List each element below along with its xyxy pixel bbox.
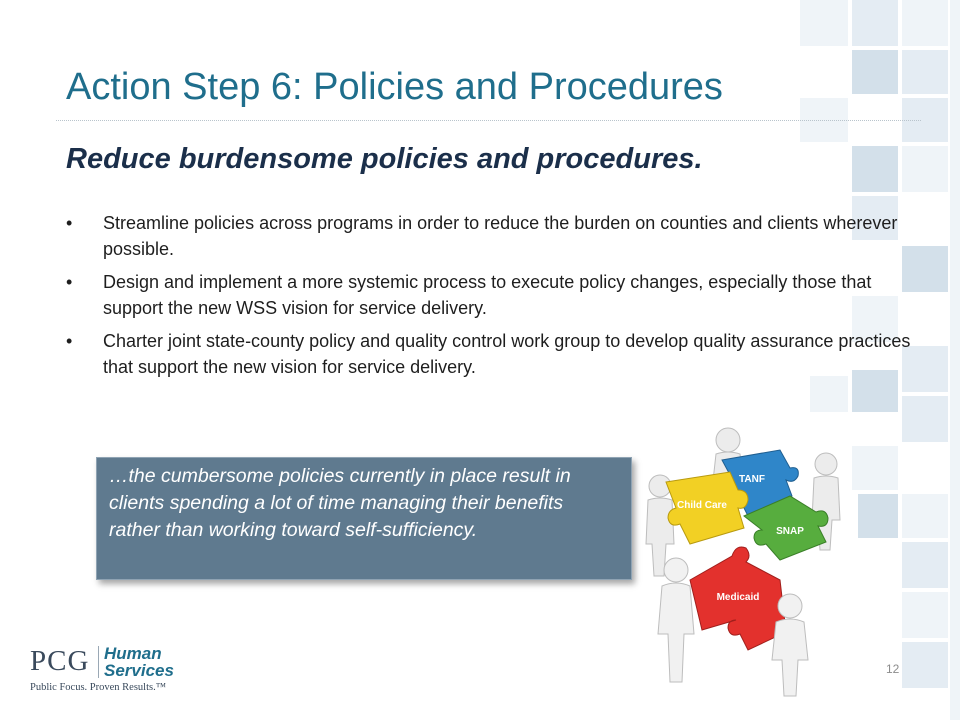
bullet-item xyxy=(66,210,916,262)
logo-tagline: Public Focus. Proven Results.™ xyxy=(30,682,167,693)
bullet-text: Design and implement a more systemic process to execute policy changes, especially those that support the new WSS vision for service delivery. xyxy=(103,272,872,318)
logo-mark: PCG xyxy=(30,645,90,677)
slide-subtitle: Reduce burdensome policies and procedures. xyxy=(66,143,703,175)
medicaid-label: Medicaid xyxy=(716,592,760,603)
quote-callout xyxy=(96,457,632,580)
logo-line-1: Human xyxy=(104,644,162,663)
bullet-marker: • xyxy=(66,272,73,292)
tanf-label: TANF xyxy=(739,474,765,485)
snap-label: SNAP xyxy=(776,526,804,537)
bullet-list xyxy=(66,210,916,387)
bullet-item xyxy=(66,328,916,380)
quote-text: …the cumbersome policies currently in place result in clients spending a lot of time managing their benefits rather than working toward self-sufficiency. xyxy=(109,465,571,541)
pcg-logo xyxy=(30,642,230,698)
medicaid-piece xyxy=(690,547,786,650)
bullet-marker: • xyxy=(66,213,73,233)
title-divider xyxy=(56,120,921,121)
bullet-marker: • xyxy=(66,331,73,351)
logo-line-2: Services xyxy=(104,661,174,680)
page-number: 12 xyxy=(886,662,900,676)
bullet-text: Streamline policies across programs in order to reduce the burden on counties and clients wherever possible. xyxy=(103,213,898,259)
child-care-label: Child Care xyxy=(676,500,728,511)
figure-front-left xyxy=(658,558,694,682)
puzzle-people-illustration xyxy=(640,420,850,698)
logo-separator xyxy=(98,646,99,678)
bullet-item xyxy=(66,269,916,321)
slide-title: Action Step 6: Policies and Procedures xyxy=(66,66,723,108)
bullet-text: Charter joint state-county policy and quality control work group to develop quality assurance practices that support the new vision for service delivery. xyxy=(103,331,911,377)
